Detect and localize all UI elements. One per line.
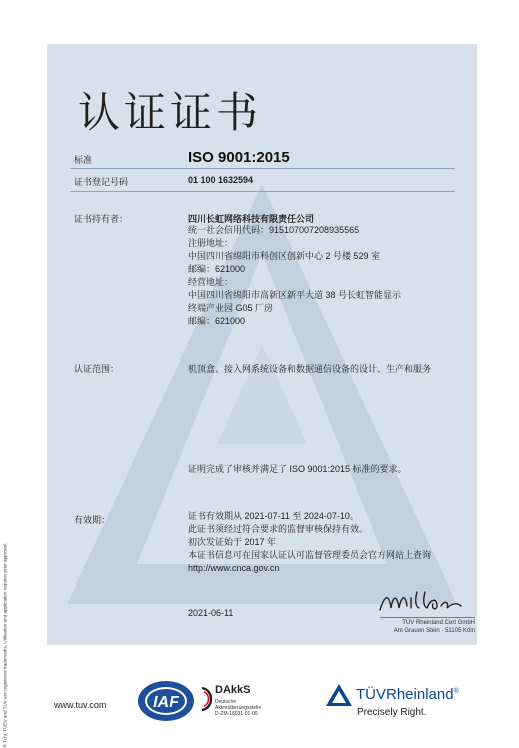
holder-line: 终端产业园 G05 厂房 [188,303,274,313]
holder-line: 经营地址： [188,277,234,287]
validity-details [188,510,431,575]
divider [70,191,455,192]
issuer-name: TÜV Rheinland Cert GmbH [402,620,475,626]
scope-label: 认证范围： [74,364,120,374]
issue-date: 2021-06-11 [188,608,234,618]
holder-line: 邮编：621000 [188,264,246,274]
standard-label: 标准 [74,155,93,165]
website-url: www.tuv.com [54,700,107,710]
validity-line: http://www.cnca.gov.cn [188,563,280,573]
dakks-mark-icon [200,686,214,712]
validity-line: 本证书信息可在国家认证认可监督管理委员会官方网站上查询 [188,550,432,560]
dakks-details [215,699,261,717]
registered-mark: ® [453,688,459,695]
registration-number: 01 100 1632594 [188,175,254,185]
signature-image [375,588,475,618]
holder-line: 统一社会信用代码：915107007208935565 [188,225,360,235]
validity-line: 初次发证始于 2017 年 [188,537,277,547]
holder-line: 中国四川省绵阳市高新区新平大道 38 号长虹智能显示 [188,290,402,300]
dakks-line: D-ZM-16031-01-00 [215,711,258,717]
trademark-note: ® TÜV, TUEV and TUV are registered trademarks. Utilisation and application requires prior approval. [2,543,8,748]
validity-label: 有效期： [74,515,111,525]
validity-line: 此证书须经过符合要求的监督审核保持有效。 [188,524,369,534]
holder-line: 注册地址： [188,238,234,248]
divider [70,168,455,169]
certificate-title: 认证证书 [78,88,263,137]
holder-name: 四川长虹网络科技有限责任公司 [188,214,315,224]
registration-label: 证书登记号码 [74,177,129,187]
holder-label: 证书持有者： [74,214,129,224]
iaf-logo [137,680,195,722]
iaf-text: IAF [153,694,179,711]
compliance-statement: 证明完成了审核并满足了 ISO 9001:2015 标准的要求。 [188,464,407,474]
dakks-name: DAkkS [215,684,251,696]
brand-text: TÜVRheinland [356,686,454,703]
holder-line: 中国四川省绵阳市科创区创新中心 2 号楼 529 室 [188,251,381,261]
validity-line: 证书有效期从 2021-07-11 至 2024-07-10。 [188,511,359,521]
scope-value: 机顶盒、接入网系统设备和数据通信设备的设计、生产和服务 [188,364,432,374]
brand-tagline: Precisely Right. [357,707,427,718]
holder-line: 邮编：621000 [188,316,246,326]
issuer-address: Am Grauen Stein · 51105 Köln [393,628,475,634]
iaf-ring-text: INTERNATIONAL ACCREDITATION FORUM [142,677,190,680]
signature-line [380,617,475,618]
tuv-triangle-icon [325,683,353,707]
brand-name [356,686,459,703]
dakks-line: Deutsche [215,699,237,705]
holder-details [188,224,401,328]
standard-value: ISO 9001:2015 [188,149,290,166]
dakks-line: Akkreditierungsstelle [215,705,262,711]
